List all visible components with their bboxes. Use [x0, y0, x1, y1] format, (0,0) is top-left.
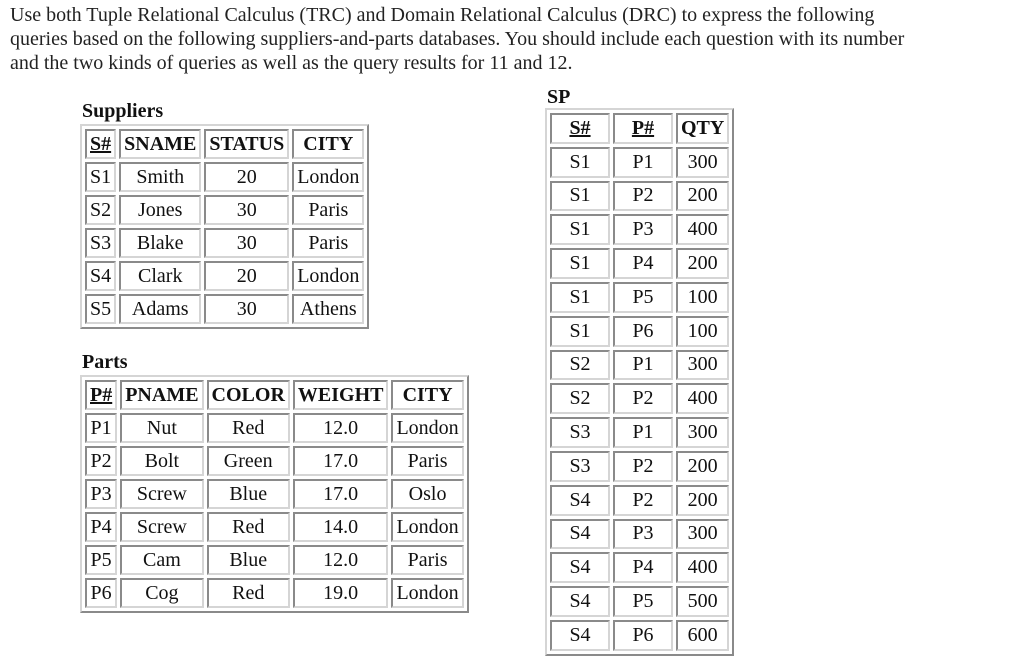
table-cell: 100	[676, 282, 729, 313]
table-cell: S1	[550, 282, 610, 313]
table-row	[550, 350, 729, 381]
table-row	[550, 383, 729, 414]
table-row	[85, 512, 464, 542]
table-cell: P5	[613, 586, 673, 617]
parts-table	[80, 375, 469, 613]
sp-col-pno: P#	[613, 113, 673, 144]
table-cell: Cam	[120, 545, 203, 575]
table-cell: 20	[204, 162, 289, 192]
table-cell: Blue	[207, 479, 290, 509]
table-cell: 400	[676, 383, 729, 414]
parts-col-pno: P#	[85, 380, 117, 410]
parts-col-color: COLOR	[207, 380, 290, 410]
table-cell: Paris	[292, 228, 364, 258]
table-cell: London	[292, 261, 364, 291]
table-cell: S2	[550, 383, 610, 414]
table-cell: P4	[613, 248, 673, 279]
instructions-line-2: queries based on the following suppliers-and-parts databases. You should include each question with its number	[10, 28, 905, 50]
table-cell: P1	[613, 147, 673, 178]
table-cell: Red	[207, 512, 290, 542]
table-cell: Screw	[120, 512, 203, 542]
table-row	[550, 620, 729, 651]
table-row	[85, 294, 364, 324]
table-cell: S1	[85, 162, 116, 192]
table-cell: Nut	[120, 413, 203, 443]
table-cell: P3	[613, 519, 673, 550]
table-row	[550, 586, 729, 617]
table-cell: S4	[550, 620, 610, 651]
table-cell: S1	[550, 248, 610, 279]
table-cell: P1	[613, 417, 673, 448]
table-row	[85, 195, 364, 225]
suppliers-caption: Suppliers	[82, 100, 164, 122]
table-cell: Smith	[119, 162, 201, 192]
table-cell: S2	[550, 350, 610, 381]
table-cell: S4	[550, 586, 610, 617]
table-row	[85, 162, 364, 192]
table-cell: P3	[613, 214, 673, 245]
table-cell: P6	[613, 620, 673, 651]
table-cell: P3	[85, 479, 117, 509]
table-cell: Clark	[119, 261, 201, 291]
table-cell: P1	[85, 413, 117, 443]
table-cell: Blake	[119, 228, 201, 258]
table-cell: 12.0	[293, 413, 389, 443]
suppliers-header-row	[85, 129, 364, 159]
table-cell: S5	[85, 294, 116, 324]
table-row	[85, 228, 364, 258]
table-cell: London	[391, 578, 463, 608]
sp-table	[545, 108, 734, 656]
table-cell: 300	[676, 350, 729, 381]
table-row	[85, 446, 464, 476]
table-cell: S1	[550, 181, 610, 212]
parts-col-pname: PNAME	[120, 380, 203, 410]
parts-col-city: CITY	[391, 380, 463, 410]
table-row	[550, 214, 729, 245]
table-cell: Paris	[391, 446, 463, 476]
table-cell: S3	[85, 228, 116, 258]
table-cell: S4	[550, 519, 610, 550]
table-cell: 300	[676, 519, 729, 550]
table-cell: 300	[676, 417, 729, 448]
table-cell: P2	[613, 181, 673, 212]
table-cell: P2	[85, 446, 117, 476]
table-row	[550, 519, 729, 550]
table-row	[85, 479, 464, 509]
table-cell: 17.0	[293, 446, 389, 476]
table-cell: S3	[550, 451, 610, 482]
table-row	[85, 578, 464, 608]
sp-col-qty: QTY	[676, 113, 729, 144]
table-cell: S4	[550, 485, 610, 516]
table-cell: London	[391, 512, 463, 542]
table-cell: Paris	[391, 545, 463, 575]
table-cell: 200	[676, 248, 729, 279]
table-cell: P5	[85, 545, 117, 575]
sp-col-sno: S#	[550, 113, 610, 144]
table-cell: 500	[676, 586, 729, 617]
table-row	[85, 545, 464, 575]
table-cell: Red	[207, 578, 290, 608]
table-cell: S2	[85, 195, 116, 225]
table-row	[550, 248, 729, 279]
sp-header-row	[550, 113, 729, 144]
table-row	[550, 282, 729, 313]
table-cell: 17.0	[293, 479, 389, 509]
table-cell: Cog	[120, 578, 203, 608]
suppliers-table	[80, 124, 369, 329]
suppliers-col-status: STATUS	[204, 129, 289, 159]
table-cell: Oslo	[391, 479, 463, 509]
table-cell: P4	[85, 512, 117, 542]
table-cell: 12.0	[293, 545, 389, 575]
table-cell: Paris	[292, 195, 364, 225]
table-cell: S1	[550, 147, 610, 178]
table-row	[550, 552, 729, 583]
table-cell: London	[292, 162, 364, 192]
table-cell: Jones	[119, 195, 201, 225]
table-cell: P4	[613, 552, 673, 583]
table-cell: 30	[204, 294, 289, 324]
table-cell: Bolt	[120, 446, 203, 476]
table-cell: 100	[676, 316, 729, 347]
instructions	[10, 3, 1015, 75]
table-cell: S4	[550, 552, 610, 583]
sp-caption: SP	[547, 86, 571, 108]
table-cell: 400	[676, 552, 729, 583]
table-cell: P1	[613, 350, 673, 381]
table-row	[85, 413, 464, 443]
table-cell: 600	[676, 620, 729, 651]
table-cell: S4	[85, 261, 116, 291]
table-cell: 30	[204, 195, 289, 225]
table-row	[550, 485, 729, 516]
table-cell: S3	[550, 417, 610, 448]
instructions-line-3: and the two kinds of queries as well as the query results for 11 and 12.	[10, 52, 573, 74]
table-cell: 19.0	[293, 578, 389, 608]
table-cell: 200	[676, 485, 729, 516]
table-cell: P6	[613, 316, 673, 347]
parts-caption: Parts	[82, 351, 128, 373]
table-cell: S1	[550, 316, 610, 347]
table-cell: P6	[85, 578, 117, 608]
table-cell: P2	[613, 451, 673, 482]
table-row	[550, 316, 729, 347]
table-cell: 30	[204, 228, 289, 258]
table-cell: Red	[207, 413, 290, 443]
table-cell: Blue	[207, 545, 290, 575]
table-cell: S1	[550, 214, 610, 245]
suppliers-col-sname: SNAME	[119, 129, 201, 159]
table-row	[550, 417, 729, 448]
table-row	[550, 451, 729, 482]
table-cell: 200	[676, 181, 729, 212]
table-cell: 200	[676, 451, 729, 482]
table-cell: 20	[204, 261, 289, 291]
suppliers-col-city: CITY	[292, 129, 364, 159]
table-cell: 400	[676, 214, 729, 245]
table-cell: P5	[613, 282, 673, 313]
parts-col-weight: WEIGHT	[293, 380, 389, 410]
instructions-line-1: Use both Tuple Relational Calculus (TRC) and Domain Relational Calculus (DRC) to express the following	[10, 4, 875, 26]
table-row	[550, 181, 729, 212]
parts-header-row	[85, 380, 464, 410]
table-cell: P2	[613, 485, 673, 516]
table-cell: P2	[613, 383, 673, 414]
table-cell: Screw	[120, 479, 203, 509]
table-cell: Green	[207, 446, 290, 476]
table-cell: London	[391, 413, 463, 443]
table-row	[550, 147, 729, 178]
table-cell: 14.0	[293, 512, 389, 542]
table-row	[85, 261, 364, 291]
table-cell: Adams	[119, 294, 201, 324]
suppliers-col-sno: S#	[85, 129, 116, 159]
table-cell: 300	[676, 147, 729, 178]
table-cell: Athens	[292, 294, 364, 324]
